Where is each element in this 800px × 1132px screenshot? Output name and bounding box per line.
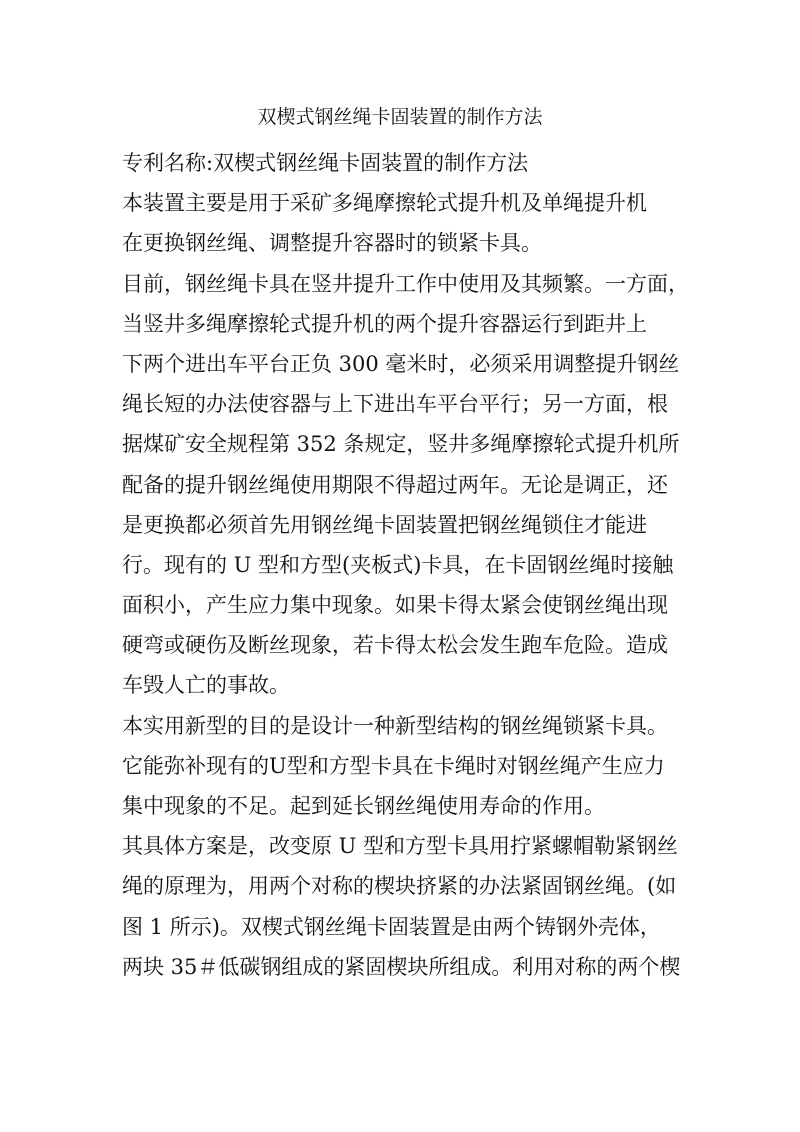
text-line: 本实用新型的目的是设计一种新型结构的钢丝绳锁紧卡具。 [122, 713, 668, 738]
text-line: 面积小，产生应力集中现象。如果卡得太紧会使钢丝绳出现 [122, 593, 668, 618]
text-line: 在更换钢丝绳、调整提升容器时的锁紧卡具。 [122, 231, 542, 256]
text-line: 硬弯或硬伤及断丝现象，若卡得太松会发生跑车危险。造成 [122, 633, 668, 658]
text-line: 其具体方案是，改变原 U 型和方型卡具用拧紧螺帽勒紧钢丝 [122, 834, 679, 859]
text-line: 车毁人亡的事故。 [122, 673, 290, 698]
text-line: 本装置主要是用于采矿多绳摩擦轮式提升机及单绳提升机 [122, 191, 647, 216]
text-line: 目前，钢丝绳卡具在竖井提升工作中使用及其频繁。一方面， [122, 271, 689, 296]
text-line: 绳的原理为，用两个对称的楔块挤紧的办法紧固钢丝绳。(如 [122, 874, 677, 899]
text-line: 绳长短的办法使容器与上下进出车平台平行；另一方面，根 [122, 392, 668, 417]
text-line: 行。现有的 U 型和方型(夹板式)卡具，在卡固钢丝绳时接触 [122, 552, 674, 577]
text-line: 集中现象的不足。起到延长钢丝绳使用寿命的作用。 [122, 794, 605, 818]
text-line: 它能弥补现有的U型和方型卡具在卡绳时对钢丝绳产生应力 [122, 753, 665, 778]
text-line: 当竖井多绳摩擦轮式提升机的两个提升容器运行到距井上 [122, 311, 647, 336]
text-line: 是更换都必须首先用钢丝绳卡固装置把钢丝绳锁住才能进 [122, 512, 647, 537]
text-line: 据煤矿安全规程第 352 条规定，竖井多绳摩擦轮式提升机所 [122, 432, 680, 457]
document-body [122, 143, 702, 987]
text-line: 下两个进出车平台正负 300 毫米时，必须采用调整提升钢丝 [122, 351, 680, 376]
document-title: 双楔式钢丝绳卡固装置的制作方法 [257, 106, 543, 128]
text-line: 图 1 所示)。双楔式钢丝绳卡固装置是由两个铸钢外壳体， [122, 914, 661, 939]
text-line: 两块 35＃低碳钢组成的紧固楔块所组成。利用对称的两个楔 [122, 954, 681, 979]
text-line: 配备的提升钢丝绳使用期限不得超过两年。无论是调正，还 [122, 472, 668, 497]
text-line: 专利名称:双楔式钢丝绳卡固装置的制作方法 [122, 151, 529, 175]
